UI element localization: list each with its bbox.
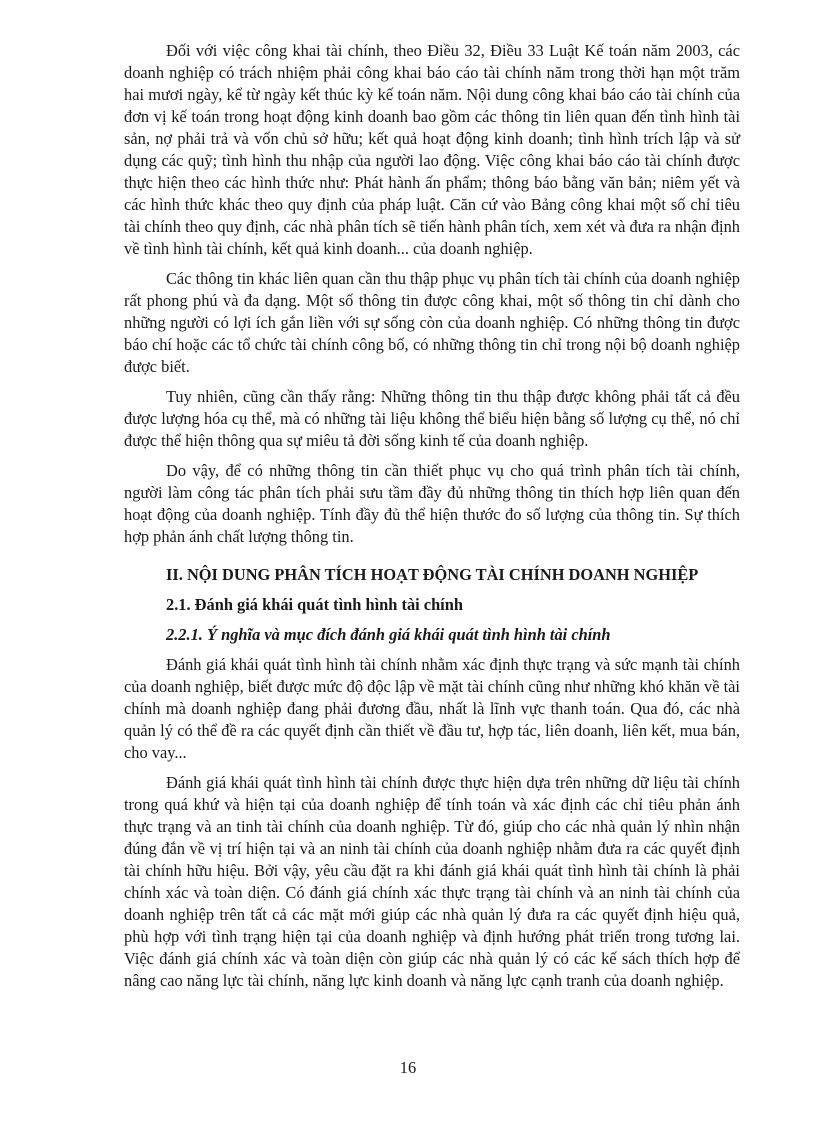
- page-number: 16: [399, 1058, 417, 1077]
- paragraph-quantification: Tuy nhiên, cũng cần thấy rằng: Những thông tin thu thập được không phải tất cả đều được lượng hóa cụ thể, mà có những tài liệu không thể biểu hiện bằng số lượng cụ thể, nó chỉ được thể hiện thông qua sự miêu tả đời sống kinh tế của doanh nghiệp.: [124, 387, 740, 450]
- subsubsection-heading: 2.2.1. Ý nghĩa và mục đích đánh giá khái quát tình hình tài chính: [166, 625, 611, 644]
- paragraph-completeness: Do vậy, để có những thông tin cần thiết phục vụ cho quá trình phân tích tài chính, người làm công tác phân tích phải sưu tầm đầy đủ những thông tin thích hợp liên quan đến hoạt động của doanh nghiệp. Tính đầy đủ thể hiện thước đo số lượng của thông tin. Sự thích hợp phản ánh chất lượng thông tin.: [124, 461, 740, 546]
- section-heading: II. NỘI DUNG PHÂN TÍCH HOẠT ĐỘNG TÀI CHÍNH DOANH NGHIỆP: [166, 565, 699, 584]
- document-page: [124, 40, 740, 1000]
- paragraph-overview-purpose: Đánh giá khái quát tình hình tài chính nhằm xác định thực trạng và sức mạnh tài chính của doanh nghiệp, biết được mức độ độc lập về mặt tài chính cũng như những khó khăn về tài chính mà doanh nghiệp đang phải đương đầu, nhất là lĩnh vực thanh toán. Qua đó, các nhà quản lý có thể đề ra các quyết định cần thiết về đầu tư, hợp tác, liên doanh, liên kết, mua bán, cho vay...: [124, 655, 740, 762]
- paragraph-overview-method: Đánh giá khái quát tình hình tài chính được thực hiện dựa trên những dữ liệu tài chính trong quá khứ và hiện tại của doanh nghiệp để tính toán và xác định các chỉ tiêu phản ánh thực trạng và an tinh tài chính của doanh nghiệp. Từ đó, giúp cho các nhà quản lý nhìn nhận đúng đắn về vị trí hiện tại và an ninh tài chính của doanh nghiệp nhằm đưa ra các quyết định tài chính hữu hiệu. Bởi vậy, yêu cầu đặt ra khi đánh giá khái quát tình hình tài chính là phải chính xác và toàn diện. Có đánh giá chính xác thực trạng tài chính và an ninh tài chính của doanh nghiệp trên tất cả các mặt mới giúp các nhà quản lý đưa ra các quyết định hiệu quả, phù hợp với tình trạng hiện tại của doanh nghiệp và định hướng phát triển trong tương lai. Việc đánh giá chính xác và toàn diện còn giúp các nhà quản lý có các kế sách thích hợp để nâng cao năng lực tài chính, năng lực kinh doanh và năng lực cạnh tranh của doanh nghiệp.: [124, 773, 740, 990]
- paragraph-financial-disclosure: Đối với việc công khai tài chính, theo Điều 32, Điều 33 Luật Kế toán năm 2003, các doanh nghiệp có trách nhiệm phải công khai báo cáo tài chính năm trong thời hạn một trăm hai mươi ngày, kể từ ngày kết thúc kỳ kế toán năm. Nội dung công khai báo cáo tài chính của đơn vị kế toán trong hoạt động kinh doanh bao gồm các thông tin liên quan đến tình hình tài sản, nợ phải trả và vốn chủ sở hữu; kết quả hoạt động kinh doanh; tình hình trích lập và sử dụng các quỹ; tình hình thu nhập của người lao động. Việc công khai báo cáo tài chính được thực hiện theo các hình thức như: Phát hành ấn phẩm; thông báo bằng văn bản; niêm yết và các hình thức khác theo quy định của pháp luật. Căn cứ vào Bảng công khai một số chỉ tiêu tài chính theo quy định, các nhà phân tích sẽ tiến hành phân tích, xem xét và đưa ra nhận định về tình hình tài chính, kết quả kinh doanh... của doanh nghiệp.: [124, 41, 740, 258]
- subsection-heading: 2.1. Đánh giá khái quát tình hình tài chính: [166, 595, 463, 614]
- paragraph-other-information: Các thông tin khác liên quan cần thu thập phục vụ phân tích tài chính của doanh nghiệp rất phong phú và đa dạng. Một số thông tin được công khai, một số thông tin chỉ dành cho những người có lợi ích gắn liền với sự sống còn của doanh nghiệp. Có những thông tin được báo chí hoặc các tổ chức tài chính công bố, có những thông tin chỉ trong nội bộ doanh nghiệp được biết.: [124, 269, 740, 376]
- section-spacer: [124, 556, 740, 564]
